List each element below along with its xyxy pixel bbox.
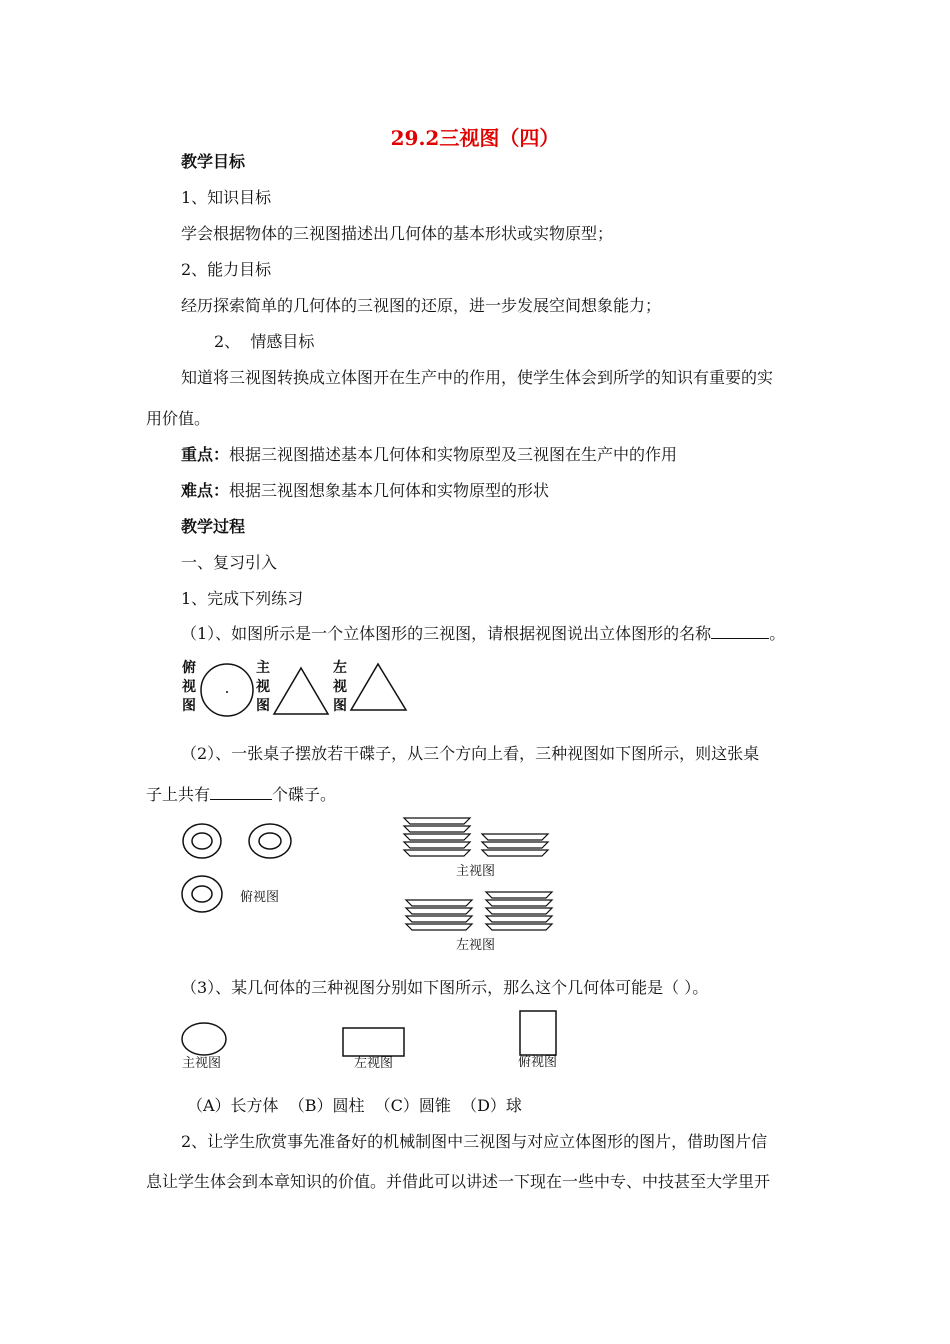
part1-heading: 一、复习引入 [181,553,278,572]
question-1-text: （1）、如图所示是一个立体图形的三视图，请根据视图说出立体图形的名称 [181,624,712,643]
page-title: 29.2三视图（四） [390,126,560,150]
key-point-text: 根据三视图描述基本几何体和实物原型及三视图在生产中的作用 [229,445,678,464]
answer-blank-2[interactable] [210,785,272,800]
difficulty-text: 根据三视图想象基本几何体和实物原型的形状 [229,481,550,500]
q1-left-label-3: 图 [333,698,347,714]
q1-front-label-1: 主 [256,660,270,676]
q3-front-view-label: 主视图 [182,1056,222,1071]
q1-front-label-2: 视 [256,679,270,695]
q2-front-view-label: 主视图 [456,864,496,879]
q3-figure-svg [178,1008,578,1074]
q2-top-view [178,818,298,918]
goal3-text-line2: 用价值。 [146,409,211,428]
goal2-text: 经历探索简单的几何体的三视图的还原，进一步发展空间想象能力； [181,296,662,315]
q1-top-view-center-dot [226,691,228,693]
q2-plate-ring-inner-2 [259,833,281,849]
q3-figure [178,1008,578,1074]
question-1 [181,624,785,644]
question-3-options: （A）长方体 （B）圆柱 （C）圆锥 （D）球 [187,1096,522,1115]
goal3-heading: 2、 情感目标 [214,332,315,351]
q2-plate-ring-outer-1 [183,824,221,858]
difficulty-label: 难点： [181,481,230,500]
q2-left-view-label: 左视图 [456,938,496,953]
question-2-text-b: 个碟子。 [272,785,337,804]
q3-left-view-label: 左视图 [354,1056,394,1071]
q3-top-view-label: 俯视图 [518,1055,558,1070]
q3-top-view-rectangle [520,1011,556,1055]
q1-front-label-3: 图 [256,698,270,714]
q2-plate-ring-inner-3 [192,886,212,902]
question-2-line1: （2）、一张桌子摆放若干碟子，从三个方向上看，三种视图如下图所示，则这张桌 [181,744,760,763]
goal1-text: 学会根据物体的三视图描述出几何体的基本形状或实物原型； [181,224,614,243]
q1-front-view-triangle [274,668,328,714]
q2-stacks-figure [400,812,560,954]
q2-plate-ring-outer-2 [249,824,291,858]
q1-top-label-3: 图 [182,698,196,714]
q1-left-label-1: 左 [333,660,347,676]
q2-top-view-label: 俯视图 [240,890,280,905]
q1-top-label-2: 视 [182,679,196,695]
item-2-line2: 息让学生体会到本章知识的价值。并借此可以讲述一下现在一些中专、中技甚至大学里开 [146,1172,771,1191]
difficulty [181,481,549,501]
q2-plate-ring-inner-1 [192,833,212,849]
q2-front-stack-2 [482,834,548,856]
q3-left-view-rectangle [343,1028,404,1056]
q1-left-label-2: 视 [333,679,347,695]
q1-figure-svg [178,658,410,718]
question-3: （3）、某几何体的三种视图分别如下图所示，那么这个几何体可能是（ ）。 [181,978,709,997]
q2-front-stack-1 [404,818,470,856]
goal3-text-line1: 知道将三视图转换成立体图开在生产中的作用，使学生体会到所学的知识有重要的实 [181,368,774,387]
q2-plate-ring-outer-3 [182,876,222,912]
q2-stacks-svg [400,812,560,954]
key-point-label: 重点： [181,445,230,464]
q1-top-label-1: 俯 [182,660,196,676]
q1-left-view-triangle [351,664,406,710]
q2-top-view-svg [178,818,298,918]
q2-left-stack-2 [486,892,552,930]
question-2-text-a: 子上共有 [146,785,211,804]
section-heading-process: 教学过程 [181,517,246,536]
key-point [181,445,677,465]
q1-figure [178,658,410,718]
section-heading-goals: 教学目标 [181,152,246,171]
q3-front-view-ellipse [182,1023,226,1055]
answer-blank-1[interactable] [711,624,769,639]
question-2-line2 [146,785,336,805]
exercise-heading: 1、完成下列练习 [181,589,304,608]
q2-left-stack-1 [406,900,472,930]
question-1-end: 。 [769,624,786,643]
item-2-line1: 2、让学生欣赏事先准备好的机械制图中三视图与对应立体图形的图片，借助图片信 [181,1132,768,1151]
q1-top-view-circle [201,664,253,716]
goal2-heading: 2、能力目标 [181,260,272,279]
goal1-heading: 1、知识目标 [181,188,272,207]
